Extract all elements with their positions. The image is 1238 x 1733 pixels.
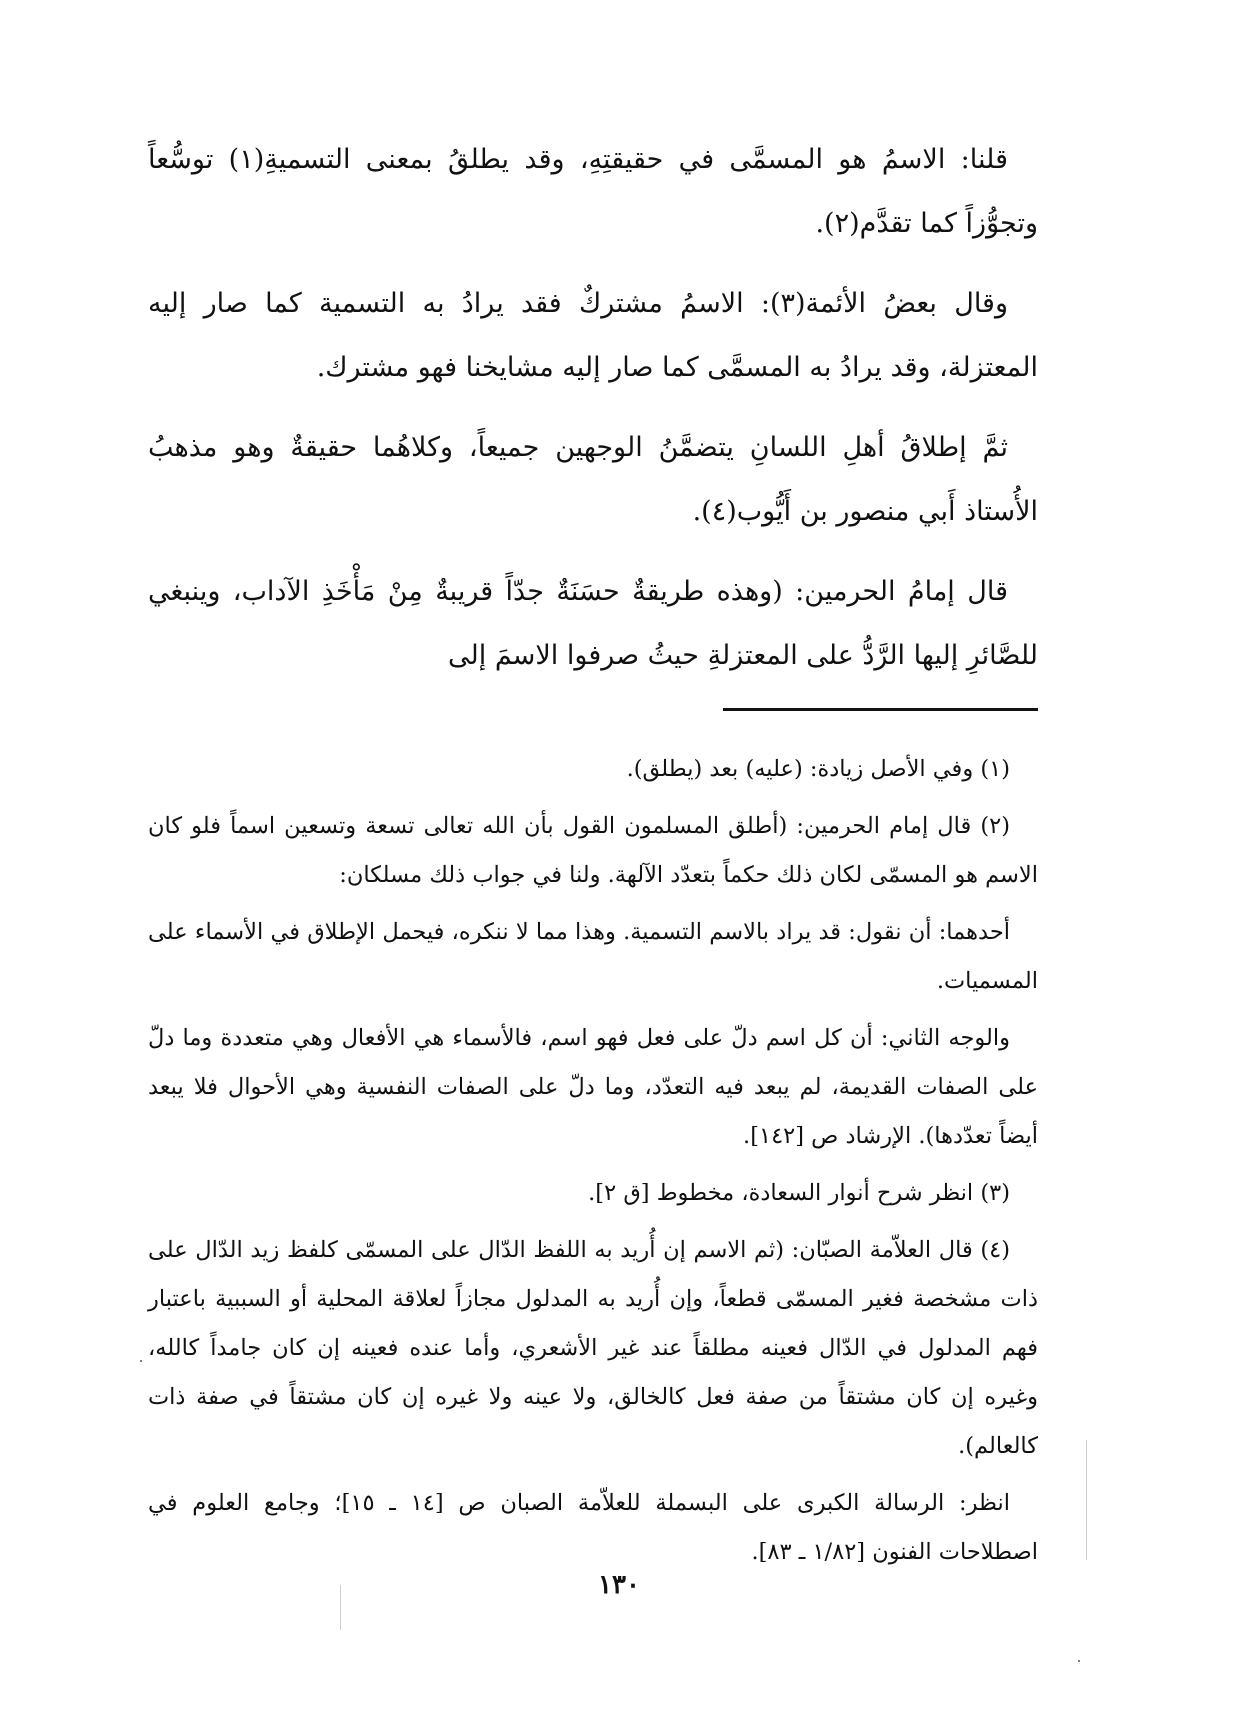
main-paragraph-4: قال إمامُ الحرمين: (وهذه طريقةٌ حسَنَةٌ جدّاً قريبةٌ مِنْ مَأْخَذِ الآداب، وينبغي للصَّائرِ إليها الرَّدُّ على المعتزلةِ حيثُ صرفوا الاسمَ إلى (148, 576, 1038, 671)
main-text (148, 128, 1038, 688)
scan-line-artifact (340, 1585, 341, 1630)
footnote-2-part-1: أحدهما: أن نقول: قد يراد بالاسم التسمية. وهذا مما لا ننكره، فيحمل الإطلاق في الأسماء على المسميات. (148, 919, 1038, 994)
main-paragraph-1: قلنا: الاسمُ هو المسمَّى في حقيقتِهِ، وقد يطلقُ بمعنى التسميةِ(١) توسُّعاً وتجوُّزاً كما تقدَّم(٢). (148, 144, 1038, 239)
footnote-separator (723, 708, 1038, 711)
scan-speck-artifact (140, 1360, 142, 1362)
main-paragraph-2: وقال بعضُ الأئمة(٣): الاسمُ مشتركٌ فقد يرادُ به التسمية كما صار إليه المعتزلة، وقد يرادُ به المسمَّى كما صار إليه مشايخنا فهو مشترك. (148, 288, 1038, 383)
footnote-4-reference: انظر: الرسالة الكبرى على البسملة للعلاّمة الصبان ص [١٤ ـ ١٥]؛ وجامع العلوم في اصطلاحات الفنون [١/٨٢ ـ ٨٣]. (148, 1490, 1038, 1565)
footnote-1: (١) وفي الأصل زيادة: (عليه) بعد (يطلق). (626, 756, 1010, 782)
scan-line-artifact (1086, 1440, 1087, 1560)
scan-speck-artifact (1078, 1660, 1080, 1662)
footnote-2: (٢) قال إمام الحرمين: (أطلق المسلمون القول بأن الله تعالى تسعة وتسعين اسماً فلو كان الاسم هو المسمّى لكان ذلك حكماً بتعدّد الآلهة. ولنا في جواب ذلك مسلكان: (148, 813, 1038, 888)
footnote-3: (٣) انظر شرح أنوار السعادة، مخطوط [ق ٢]. (588, 1180, 1010, 1206)
footnote-4: (٤) قال العلاّمة الصبّان: (ثم الاسم إن أُريد به اللفظ الدّال على المسمّى كلفظ زيد الدّال على ذات مشخصة فغير المسمّى قطعاً، وإن أُريد به المدلول مجازاً لعلاقة المحلية أو السببية باعتبار فهم المدلول في الدّال فعينه مطلقاً عند غير الأشعري، وأما عنده فعينه إن كان جامداً كالله، وغيره إن كان مشتقاً من صفة فعل كالخالق، ولا عينه ولا غيره إن كان مشتقاً في صفة ذات كالعالم). (148, 1237, 1038, 1459)
page-body (148, 128, 1038, 1585)
page-number: ١٣٠ (598, 1570, 640, 1600)
footnotes (148, 745, 1038, 1577)
main-paragraph-3: ثمَّ إطلاقُ أهلِ اللسانِ يتضمَّنُ الوجهين جميعاً، وكلاهُما حقيقةٌ وهو مذهبُ الأُستاذ أَبي منصور بن أَيُّوب(٤). (148, 432, 1038, 527)
footnote-2-part-2: والوجه الثاني: أن كل اسم دلّ على فعل فهو اسم، فالأسماء هي الأفعال وهي متعددة وما دلّ على الصفات القديمة، لم يبعد فيه التعدّد، وما دلّ على الصفات النفسية وهي الأحوال فلا يبعد أيضاً تعدّدها). الإرشاد ص [١٤٢]. (148, 1025, 1038, 1149)
